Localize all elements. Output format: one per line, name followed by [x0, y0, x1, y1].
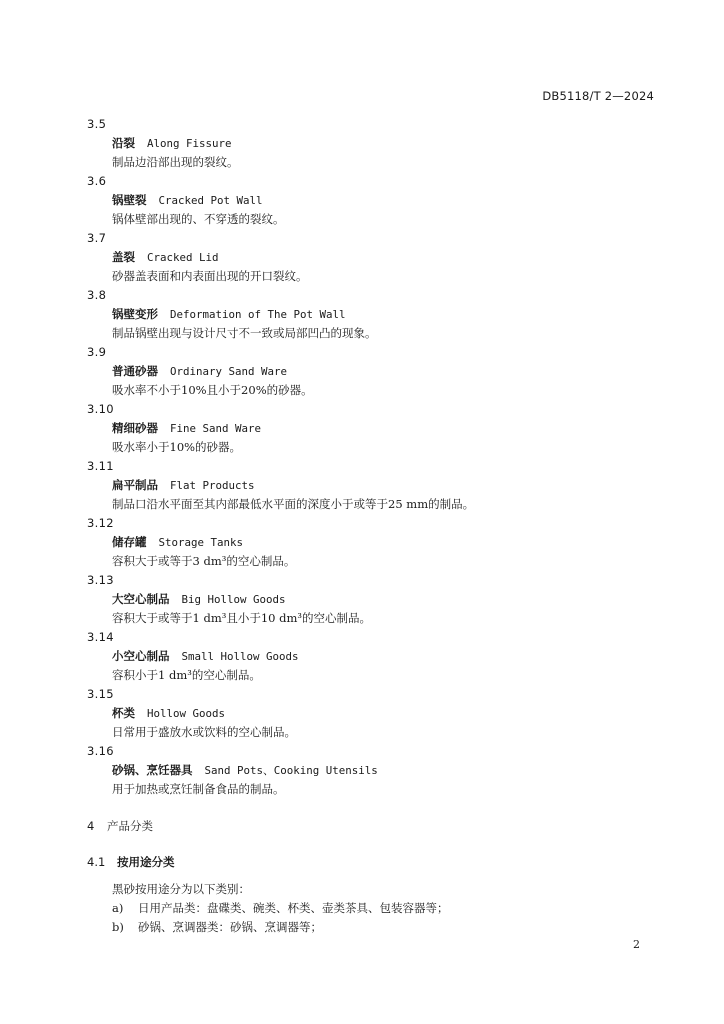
term-name-zh: 储存罐: [112, 535, 147, 549]
page-number: 2: [633, 938, 640, 951]
term-definition: 锅体壁部出现的、不穿透的裂纹。: [112, 212, 285, 226]
term-name: [112, 476, 657, 495]
subsection-title: 按用途分类: [117, 855, 175, 869]
term-number: 3.11: [87, 459, 114, 473]
term-number: 3.12: [87, 516, 114, 530]
term-name: [112, 419, 657, 438]
term-3-12: [87, 514, 657, 571]
term-definition: 砂器盖表面和内表面出现的开口裂纹。: [112, 269, 308, 283]
term-name: [112, 134, 657, 153]
term-3-16: [87, 742, 657, 799]
term-3-6: [87, 172, 657, 229]
term-name-en: Storage Tanks: [158, 536, 244, 549]
term-3-13: [87, 571, 657, 628]
term-name-en: Big Hollow Goods: [181, 593, 286, 606]
term-name-zh: 砂锅、烹饪器具: [112, 763, 193, 777]
term-name-zh: 杯类: [112, 706, 135, 720]
term-number: 3.5: [87, 117, 107, 131]
section-number: 4: [87, 819, 95, 833]
subsection-number: 4.1: [87, 855, 106, 869]
classification-intro: 黑砂按用途分为以下类别：: [112, 882, 250, 896]
term-definition: 日常用于盛放水或饮料的空心制品。: [112, 725, 296, 739]
list-item-text: 日用产品类：盘碟类、碗类、杯类、壶类茶具、包装容器等；: [138, 901, 449, 915]
term-definition: 容积大于或等于3 dm³的空心制品。: [112, 554, 296, 568]
term-name-en: Cracked Pot Wall: [158, 194, 263, 207]
term-number: 3.9: [87, 345, 107, 359]
term-number: 3.14: [87, 630, 114, 644]
term-number: 3.10: [87, 402, 114, 416]
list-item: [112, 918, 449, 937]
term-definition: 吸水率小于10%的砂器。: [112, 440, 242, 454]
term-3-5: [87, 115, 657, 172]
term-number: 3.15: [87, 687, 114, 701]
term-3-10: [87, 400, 657, 457]
term-name-en: Along Fissure: [147, 137, 232, 150]
term-name-zh: 大空心制品: [112, 592, 170, 606]
term-definition: 吸水率不小于10%且小于20%的砂器。: [112, 383, 313, 397]
term-name-en: Small Hollow Goods: [181, 650, 299, 663]
term-3-11: [87, 457, 657, 514]
term-definition: 制品边沿部出现的裂纹。: [112, 155, 239, 169]
term-name: [112, 248, 657, 267]
document-code: DB5118/T 2—2024: [542, 89, 654, 103]
term-name-en: Deformation of The Pot Wall: [170, 308, 346, 321]
term-name-en: Flat Products: [170, 479, 255, 492]
term-name-zh: 锅壁裂: [112, 193, 147, 207]
term-name-zh: 小空心制品: [112, 649, 170, 663]
term-number: 3.16: [87, 744, 114, 758]
term-name: [112, 590, 657, 609]
term-3-14: [87, 628, 657, 685]
term-name-en: Hollow Goods: [147, 707, 226, 720]
list-item-text: 砂锅、烹调器类：砂锅、烹调器等；: [138, 920, 322, 934]
term-definition: 制品锅壁出现与设计尺寸不一致或局部凹凸的现象。: [112, 326, 377, 340]
term-3-8: [87, 286, 657, 343]
term-name: [112, 704, 657, 723]
subsection-heading-4-1: [87, 853, 175, 872]
term-definition: 用于加热或烹饪制备食品的制品。: [112, 782, 285, 796]
section-heading-4: [87, 817, 153, 836]
classification-list: [112, 899, 449, 937]
term-number: 3.7: [87, 231, 107, 245]
term-name-en: Ordinary Sand Ware: [170, 365, 288, 378]
term-name: [112, 362, 657, 381]
term-number: 3.8: [87, 288, 107, 302]
terms-list: [87, 115, 657, 799]
term-3-15: [87, 685, 657, 742]
term-name-zh: 普通砂器: [112, 364, 158, 378]
term-name: [112, 191, 657, 210]
term-name: [112, 305, 657, 324]
list-item: [112, 899, 449, 918]
term-definition: 容积小于1 dm³的空心制品。: [112, 668, 261, 682]
list-marker: a): [112, 901, 124, 915]
term-3-7: [87, 229, 657, 286]
term-number: 3.6: [87, 174, 107, 188]
term-name-zh: 锅壁变形: [112, 307, 158, 321]
term-number: 3.13: [87, 573, 114, 587]
term-3-9: [87, 343, 657, 400]
term-name-en: Fine Sand Ware: [170, 422, 262, 435]
term-name-zh: 扁平制品: [112, 478, 158, 492]
list-marker: b): [112, 920, 124, 934]
term-name-en: Cracked Lid: [147, 251, 219, 264]
term-definition: 制品口沿水平面至其内部最低水平面的深度小于或等于25 mm的制品。: [112, 497, 475, 511]
term-definition: 容积大于或等于1 dm³且小于10 dm³的空心制品。: [112, 611, 372, 625]
term-name: [112, 533, 657, 552]
term-name-en: Sand Pots、Cooking Utensils: [204, 764, 378, 777]
term-name: [112, 647, 657, 666]
term-name-zh: 精细砂器: [112, 421, 158, 435]
term-name-zh: 沿裂: [112, 136, 135, 150]
term-name-zh: 盖裂: [112, 250, 135, 264]
term-name: [112, 761, 657, 780]
section-title: 产品分类: [107, 819, 153, 833]
